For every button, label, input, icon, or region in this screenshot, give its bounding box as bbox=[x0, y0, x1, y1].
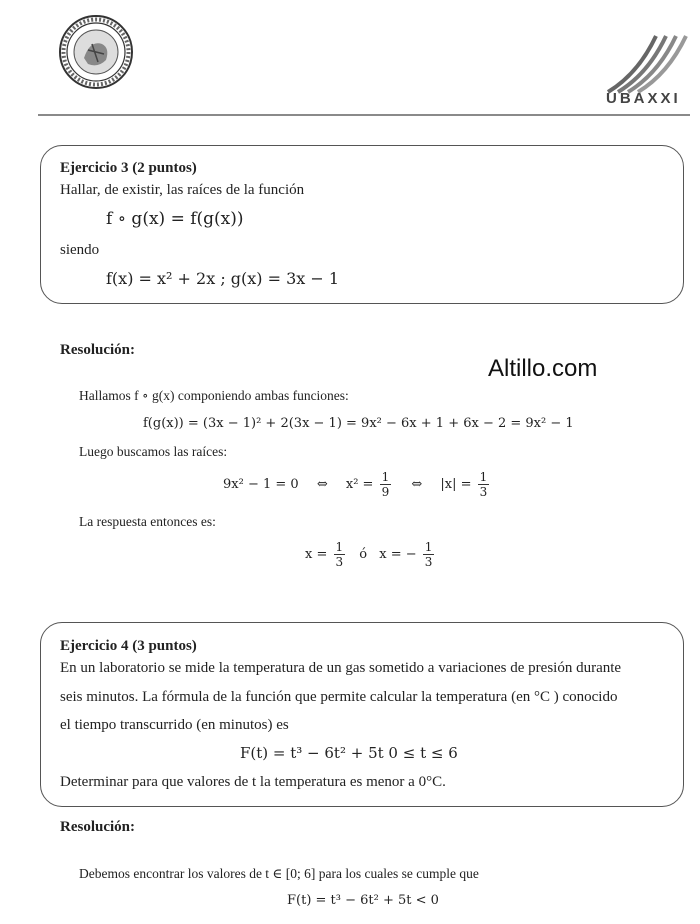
x-squared-eq: x² = bbox=[345, 477, 374, 492]
iff-symbol: ⇔ bbox=[411, 477, 423, 492]
watermark: Altillo.com bbox=[488, 355, 598, 382]
resolution-3-line-1: Hallamos f ∘ g(x) componiendo ambas funciones: bbox=[79, 388, 349, 403]
exercise-3-formula-definitions: f(x) = x² + 2x ; g(x) = 3x − 1 bbox=[106, 269, 340, 288]
resolution-3-heading: Resolución: bbox=[60, 342, 135, 358]
exercise-4-line-2: seis minutos. La fórmula de la función que permite calcular la temperatura (en °C ) conocido bbox=[60, 689, 618, 705]
exercise-3-siendo: siendo bbox=[60, 242, 100, 258]
resolution-3-composition: f(g(x)) = (3x − 1)² + 2(3x − 1) = 9x² − 6x + 1 + 6x − 2 = 9x² − 1 bbox=[143, 416, 574, 431]
fraction-one-third: $\frac{1}{3}$ bbox=[479, 470, 488, 499]
exercise-4-line-3: el tiempo transcurrido (en minutos) es bbox=[60, 717, 289, 733]
answer-x-eq-neg: x = − bbox=[379, 547, 417, 562]
resolution-3-roots-equation bbox=[223, 470, 491, 499]
answer-x-eq: x = bbox=[305, 547, 328, 562]
university-seal-icon bbox=[58, 14, 134, 90]
resolution-4-line-1: Debemos encontrar los valores de t ∈ [0; 6] para los cuales se cumple que bbox=[79, 866, 479, 881]
fraction-one-third: $\frac{1}{3}$ bbox=[424, 540, 433, 569]
fraction-one-ninth: $\frac{1}{9}$ bbox=[381, 470, 390, 499]
exercise-4-title: Ejercicio 4 (3 puntos) bbox=[60, 638, 197, 654]
answer-or: ó bbox=[359, 547, 368, 562]
abs-x-eq: |x| = bbox=[440, 477, 472, 492]
header-divider bbox=[38, 114, 690, 116]
exercise-4-formula: F(t) = t³ − 6t² + 5t 0 ≤ t ≤ 6 bbox=[240, 744, 458, 762]
resolution-3-line-4: La respuesta entonces es: bbox=[79, 514, 216, 529]
exercise-3-statement: Hallar, de existir, las raíces de la función bbox=[60, 182, 305, 198]
iff-symbol: ⇔ bbox=[316, 477, 328, 492]
resolution-3-line-3: Luego buscamos las raíces: bbox=[79, 444, 228, 459]
ubaxxi-logo-text: UBAXXI bbox=[606, 90, 681, 107]
equation-left: 9x² − 1 = 0 bbox=[223, 477, 299, 492]
exercise-3-title: Ejercicio 3 (2 puntos) bbox=[60, 160, 197, 176]
exercise-3-formula-composition: f ∘ g(x) = f(g(x)) bbox=[106, 209, 244, 229]
resolution-4-heading: Resolución: bbox=[60, 819, 135, 835]
fraction-one-third: $\frac{1}{3}$ bbox=[335, 540, 344, 569]
exercise-4-line-1: En un laboratorio se mide la temperatura de un gas sometido a variaciones de presión durante bbox=[60, 660, 622, 676]
exercise-4-question: Determinar para que valores de t la temperatura es menor a 0°C. bbox=[60, 774, 446, 790]
resolution-3-answer bbox=[305, 540, 436, 569]
resolution-4-formula: F(t) = t³ − 6t² + 5t < 0 bbox=[287, 893, 439, 908]
